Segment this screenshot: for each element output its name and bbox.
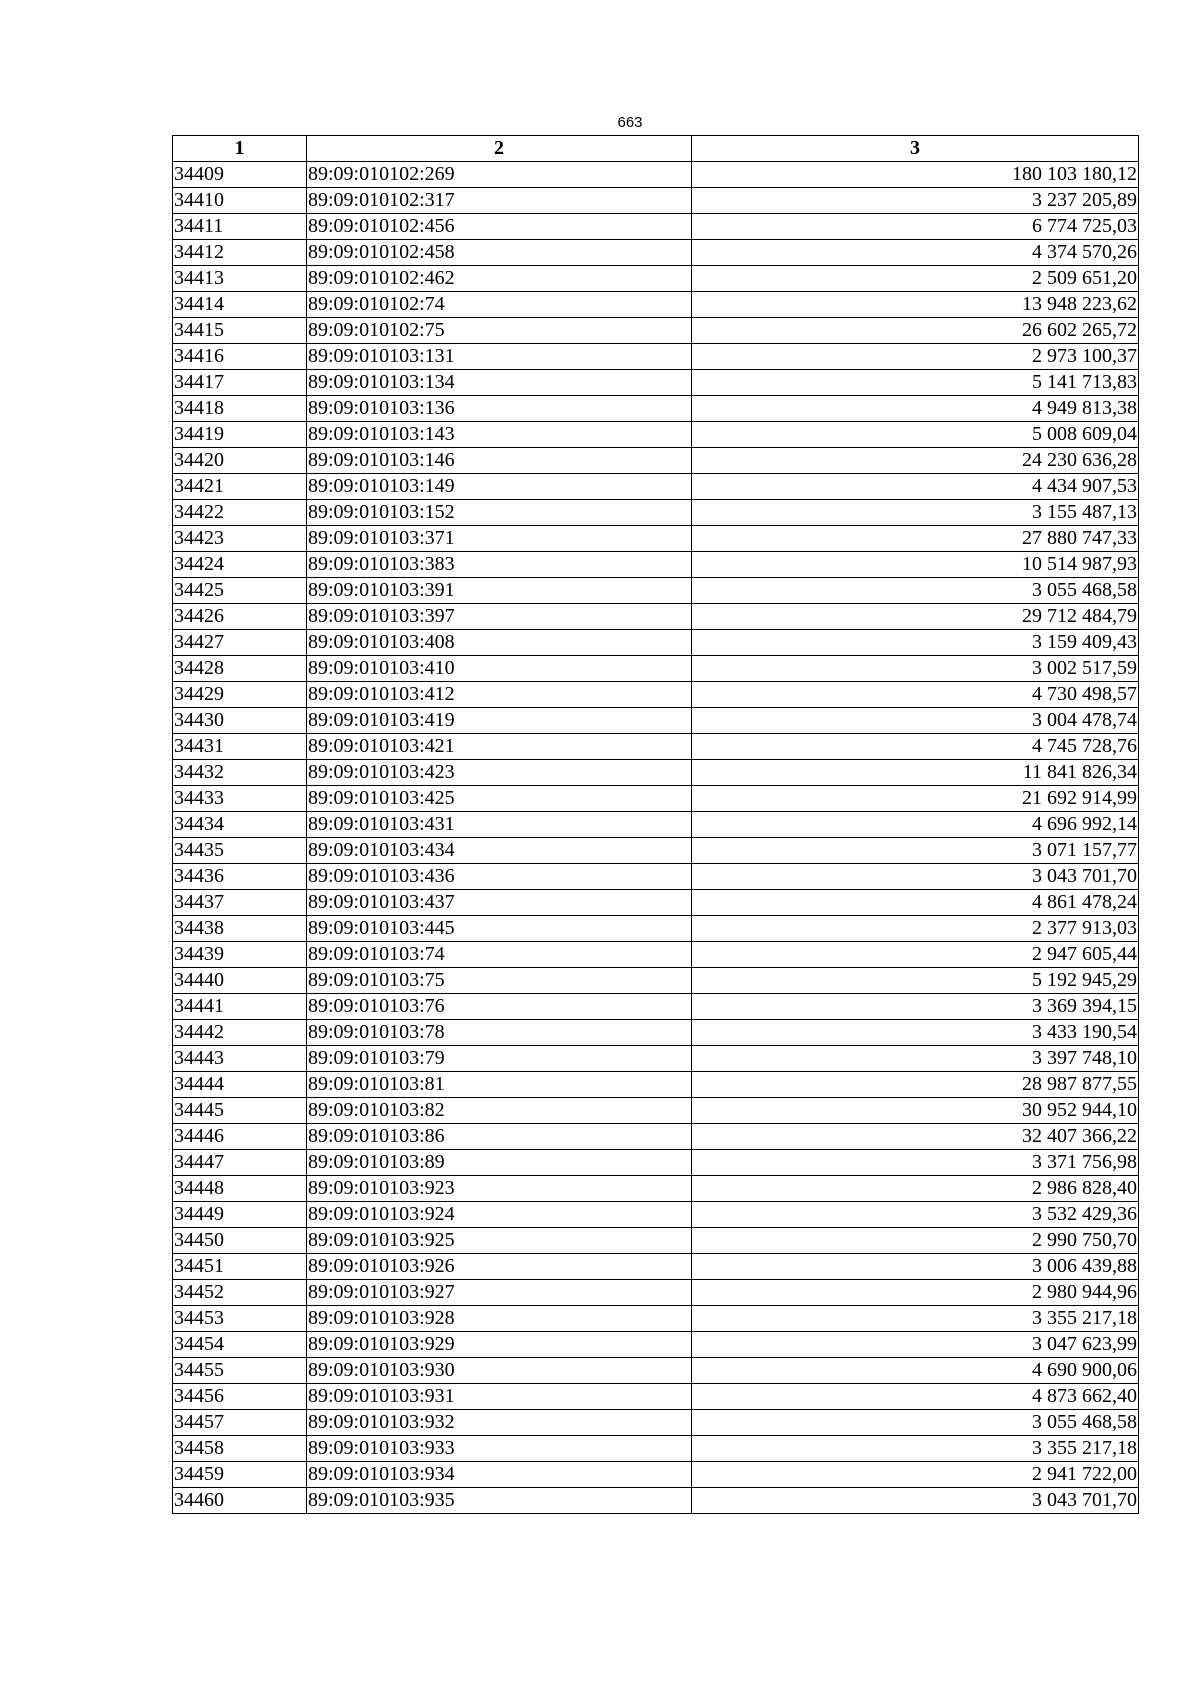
table-row: [173, 1124, 1139, 1150]
cadastral-number-cell: 89:09:010103:397: [307, 604, 692, 630]
row-number-cell: 34460: [173, 1488, 307, 1514]
table-row: [173, 188, 1139, 214]
cadastral-number-cell: 89:09:010103:81: [307, 1072, 692, 1098]
row-number-cell: 34414: [173, 292, 307, 318]
cadastral-value-cell: 2 509 651,20: [692, 266, 1139, 292]
row-number-cell: 34447: [173, 1150, 307, 1176]
table-row: [173, 526, 1139, 552]
table-row: [173, 578, 1139, 604]
cadastral-value-cell: 13 948 223,62: [692, 292, 1139, 318]
cadastral-value-cell: 5 192 945,29: [692, 968, 1139, 994]
cadastral-value-cell: 3 043 701,70: [692, 1488, 1139, 1514]
row-number-cell: 34426: [173, 604, 307, 630]
table-row: [173, 1280, 1139, 1306]
row-number-cell: 34448: [173, 1176, 307, 1202]
cadastral-value-cell: 3 055 468,58: [692, 578, 1139, 604]
page-number: 663: [617, 114, 643, 131]
row-number-cell: 34455: [173, 1358, 307, 1384]
cadastral-number-cell: 89:09:010103:89: [307, 1150, 692, 1176]
cadastral-value-cell: 11 841 826,34: [692, 760, 1139, 786]
cadastral-number-cell: 89:09:010103:436: [307, 864, 692, 890]
table-row: [173, 240, 1139, 266]
cadastral-value-cell: 24 230 636,28: [692, 448, 1139, 474]
row-number-cell: 34428: [173, 656, 307, 682]
table-row: [173, 1098, 1139, 1124]
cadastral-value-cell: 2 947 605,44: [692, 942, 1139, 968]
cadastral-number-cell: 89:09:010102:462: [307, 266, 692, 292]
row-number-cell: 34425: [173, 578, 307, 604]
table-row: [173, 968, 1139, 994]
cadastral-number-cell: 89:09:010103:423: [307, 760, 692, 786]
table-row: [173, 162, 1139, 188]
cadastral-number-cell: 89:09:010103:431: [307, 812, 692, 838]
cadastral-number-cell: 89:09:010103:935: [307, 1488, 692, 1514]
table-row: [173, 552, 1139, 578]
row-number-cell: 34442: [173, 1020, 307, 1046]
row-number-cell: 34416: [173, 344, 307, 370]
row-number-cell: 34444: [173, 1072, 307, 1098]
row-number-cell: 34412: [173, 240, 307, 266]
row-number-cell: 34413: [173, 266, 307, 292]
cadastral-number-cell: 89:09:010103:75: [307, 968, 692, 994]
cadastral-value-cell: 3 237 205,89: [692, 188, 1139, 214]
row-number-cell: 34443: [173, 1046, 307, 1072]
table-row: [173, 838, 1139, 864]
cadastral-number-cell: 89:09:010103:76: [307, 994, 692, 1020]
cadastral-number-cell: 89:09:010103:928: [307, 1306, 692, 1332]
cadastral-number-cell: 89:09:010103:933: [307, 1436, 692, 1462]
row-number-cell: 34419: [173, 422, 307, 448]
row-number-cell: 34421: [173, 474, 307, 500]
cadastral-value-cell: 30 952 944,10: [692, 1098, 1139, 1124]
table-header-row: [173, 136, 1139, 162]
row-number-cell: 34411: [173, 214, 307, 240]
cadastral-value-cell: 3 433 190,54: [692, 1020, 1139, 1046]
row-number-cell: 34452: [173, 1280, 307, 1306]
table-row: [173, 1020, 1139, 1046]
table-row: [173, 370, 1139, 396]
cadastral-number-cell: 89:09:010103:82: [307, 1098, 692, 1124]
row-number-cell: 34458: [173, 1436, 307, 1462]
table-row: [173, 1046, 1139, 1072]
column-header-3: 3: [692, 136, 1139, 162]
cadastral-value-cell: 2 986 828,40: [692, 1176, 1139, 1202]
table-row: [173, 682, 1139, 708]
table-row: [173, 786, 1139, 812]
cadastral-number-cell: 89:09:010103:408: [307, 630, 692, 656]
table-row: [173, 604, 1139, 630]
cadastral-number-cell: 89:09:010103:412: [307, 682, 692, 708]
row-number-cell: 34456: [173, 1384, 307, 1410]
table-row: [173, 734, 1139, 760]
table-row: [173, 448, 1139, 474]
cadastral-number-cell: 89:09:010103:927: [307, 1280, 692, 1306]
cadastral-value-cell: 2 973 100,37: [692, 344, 1139, 370]
column-header-1: 1: [173, 136, 307, 162]
row-number-cell: 34417: [173, 370, 307, 396]
table-row: [173, 1176, 1139, 1202]
cadastral-number-cell: 89:09:010103:932: [307, 1410, 692, 1436]
table-row: [173, 266, 1139, 292]
table-row: [173, 292, 1139, 318]
cadastral-value-cell: 3 055 468,58: [692, 1410, 1139, 1436]
row-number-cell: 34449: [173, 1202, 307, 1228]
row-number-cell: 34459: [173, 1462, 307, 1488]
cadastral-number-cell: 89:09:010103:131: [307, 344, 692, 370]
row-number-cell: 34437: [173, 890, 307, 916]
cadastral-number-cell: 89:09:010103:419: [307, 708, 692, 734]
cadastral-number-cell: 89:09:010103:445: [307, 916, 692, 942]
table-row: [173, 760, 1139, 786]
cadastral-value-cell: 3 355 217,18: [692, 1306, 1139, 1332]
column-header-2: 2: [307, 136, 692, 162]
cadastral-number-cell: 89:09:010103:371: [307, 526, 692, 552]
cadastral-value-cell: 32 407 366,22: [692, 1124, 1139, 1150]
cadastral-number-cell: 89:09:010103:149: [307, 474, 692, 500]
row-number-cell: 34422: [173, 500, 307, 526]
cadastral-number-cell: 89:09:010103:923: [307, 1176, 692, 1202]
table-row: [173, 318, 1139, 344]
cadastral-value-cell: 3 371 756,98: [692, 1150, 1139, 1176]
cadastral-number-cell: 89:09:010102:75: [307, 318, 692, 344]
row-number-cell: 34445: [173, 1098, 307, 1124]
cadastral-number-cell: 89:09:010103:146: [307, 448, 692, 474]
table-row: [173, 1306, 1139, 1332]
cadastral-value-cell: 6 774 725,03: [692, 214, 1139, 240]
cadastral-number-cell: 89:09:010103:152: [307, 500, 692, 526]
cadastral-value-cell: 3 006 439,88: [692, 1254, 1139, 1280]
table-row: [173, 1462, 1139, 1488]
table-row: [173, 422, 1139, 448]
table-row: [173, 916, 1139, 942]
cadastral-number-cell: 89:09:010102:456: [307, 214, 692, 240]
cadastral-number-cell: 89:09:010103:383: [307, 552, 692, 578]
table-row: [173, 656, 1139, 682]
cadastral-value-cell: 5 008 609,04: [692, 422, 1139, 448]
table-row: [173, 1254, 1139, 1280]
cadastral-number-cell: 89:09:010103:421: [307, 734, 692, 760]
row-number-cell: 34439: [173, 942, 307, 968]
table-row: [173, 864, 1139, 890]
cadastral-number-cell: 89:09:010103:143: [307, 422, 692, 448]
row-number-cell: 34434: [173, 812, 307, 838]
table-row: [173, 214, 1139, 240]
cadastral-value-cell: 4 861 478,24: [692, 890, 1139, 916]
row-number-cell: 34431: [173, 734, 307, 760]
row-number-cell: 34410: [173, 188, 307, 214]
table-row: [173, 1202, 1139, 1228]
table-row: [173, 994, 1139, 1020]
table-row: [173, 890, 1139, 916]
row-number-cell: 34424: [173, 552, 307, 578]
cadastral-number-cell: 89:09:010103:410: [307, 656, 692, 682]
row-number-cell: 34450: [173, 1228, 307, 1254]
cadastral-number-cell: 89:09:010103:926: [307, 1254, 692, 1280]
cadastral-value-cell: 4 696 992,14: [692, 812, 1139, 838]
cadastral-number-cell: 89:09:010103:425: [307, 786, 692, 812]
table-row: [173, 1384, 1139, 1410]
cadastral-value-cell: 3 397 748,10: [692, 1046, 1139, 1072]
cadastral-value-cell: 3 355 217,18: [692, 1436, 1139, 1462]
row-number-cell: 34446: [173, 1124, 307, 1150]
cadastral-number-cell: 89:09:010103:78: [307, 1020, 692, 1046]
row-number-cell: 34430: [173, 708, 307, 734]
cadastral-number-cell: 89:09:010102:458: [307, 240, 692, 266]
table-body: [173, 162, 1139, 1514]
cadastral-value-cell: 2 941 722,00: [692, 1462, 1139, 1488]
cadastral-number-cell: 89:09:010103:929: [307, 1332, 692, 1358]
cadastral-value-cell: 3 004 478,74: [692, 708, 1139, 734]
cadastral-value-cell: 2 990 750,70: [692, 1228, 1139, 1254]
table-row: [173, 1228, 1139, 1254]
row-number-cell: 34415: [173, 318, 307, 344]
cadastral-value-cell: 28 987 877,55: [692, 1072, 1139, 1098]
cadastral-number-cell: 89:09:010103:930: [307, 1358, 692, 1384]
table-row: [173, 942, 1139, 968]
cadastral-value-cell: 29 712 484,79: [692, 604, 1139, 630]
cadastral-number-cell: 89:09:010103:934: [307, 1462, 692, 1488]
cadastral-number-cell: 89:09:010102:74: [307, 292, 692, 318]
table-row: [173, 1072, 1139, 1098]
cadastral-value-cell: 3 369 394,15: [692, 994, 1139, 1020]
cadastral-number-cell: 89:09:010103:391: [307, 578, 692, 604]
cadastral-value-cell: 3 047 623,99: [692, 1332, 1139, 1358]
row-number-cell: 34409: [173, 162, 307, 188]
cadastral-value-cell: 5 141 713,83: [692, 370, 1139, 396]
table-row: [173, 630, 1139, 656]
row-number-cell: 34420: [173, 448, 307, 474]
cadastral-number-cell: 89:09:010103:924: [307, 1202, 692, 1228]
cadastral-value-cell: 10 514 987,93: [692, 552, 1139, 578]
cadastral-value-cell: 4 730 498,57: [692, 682, 1139, 708]
table-row: [173, 344, 1139, 370]
table-row: [173, 396, 1139, 422]
cadastral-number-cell: 89:09:010103:74: [307, 942, 692, 968]
row-number-cell: 34457: [173, 1410, 307, 1436]
row-number-cell: 34429: [173, 682, 307, 708]
row-number-cell: 34454: [173, 1332, 307, 1358]
cadastral-value-cell: 3 532 429,36: [692, 1202, 1139, 1228]
cadastral-value-cell: 21 692 914,99: [692, 786, 1139, 812]
row-number-cell: 34440: [173, 968, 307, 994]
row-number-cell: 34418: [173, 396, 307, 422]
row-number-cell: 34436: [173, 864, 307, 890]
cadastral-number-cell: 89:09:010102:269: [307, 162, 692, 188]
cadastral-value-cell: 180 103 180,12: [692, 162, 1139, 188]
row-number-cell: 34453: [173, 1306, 307, 1332]
cadastral-value-cell: 4 690 900,06: [692, 1358, 1139, 1384]
table-row: [173, 1488, 1139, 1514]
table-row: [173, 1150, 1139, 1176]
cadastral-value-cell: 3 043 701,70: [692, 864, 1139, 890]
row-number-cell: 34441: [173, 994, 307, 1020]
cadastral-value-cell: 4 434 907,53: [692, 474, 1139, 500]
cadastral-value-cell: 4 745 728,76: [692, 734, 1139, 760]
row-number-cell: 34438: [173, 916, 307, 942]
cadastral-value-cell: 4 873 662,40: [692, 1384, 1139, 1410]
row-number-cell: 34432: [173, 760, 307, 786]
table-row: [173, 1436, 1139, 1462]
row-number-cell: 34433: [173, 786, 307, 812]
cadastral-number-cell: 89:09:010103:79: [307, 1046, 692, 1072]
cadastral-number-cell: 89:09:010102:317: [307, 188, 692, 214]
table-row: [173, 474, 1139, 500]
cadastral-value-cell: 4 374 570,26: [692, 240, 1139, 266]
table-row: [173, 812, 1139, 838]
cadastral-number-cell: 89:09:010103:134: [307, 370, 692, 396]
cadastral-value-cell: 4 949 813,38: [692, 396, 1139, 422]
cadastral-number-cell: 89:09:010103:925: [307, 1228, 692, 1254]
table-row: [173, 708, 1139, 734]
cadastral-value-cell: 3 155 487,13: [692, 500, 1139, 526]
cadastral-value-cell: 2 377 913,03: [692, 916, 1139, 942]
cadastral-number-cell: 89:09:010103:931: [307, 1384, 692, 1410]
cadastral-value-cell: 2 980 944,96: [692, 1280, 1139, 1306]
row-number-cell: 34435: [173, 838, 307, 864]
row-number-cell: 34423: [173, 526, 307, 552]
table-row: [173, 1332, 1139, 1358]
row-number-cell: 34451: [173, 1254, 307, 1280]
table-row: [173, 1358, 1139, 1384]
cadastral-value-cell: 3 071 157,77: [692, 838, 1139, 864]
table-row: [173, 1410, 1139, 1436]
cadastral-number-cell: 89:09:010103:437: [307, 890, 692, 916]
cadastral-value-cell: 26 602 265,72: [692, 318, 1139, 344]
row-number-cell: 34427: [173, 630, 307, 656]
cadastral-number-cell: 89:09:010103:434: [307, 838, 692, 864]
cadastral-number-cell: 89:09:010103:86: [307, 1124, 692, 1150]
cadastral-number-cell: 89:09:010103:136: [307, 396, 692, 422]
cadastral-value-cell: 3 159 409,43: [692, 630, 1139, 656]
table-row: [173, 500, 1139, 526]
cadastral-value-table: [172, 135, 1139, 1514]
cadastral-value-cell: 3 002 517,59: [692, 656, 1139, 682]
cadastral-value-cell: 27 880 747,33: [692, 526, 1139, 552]
